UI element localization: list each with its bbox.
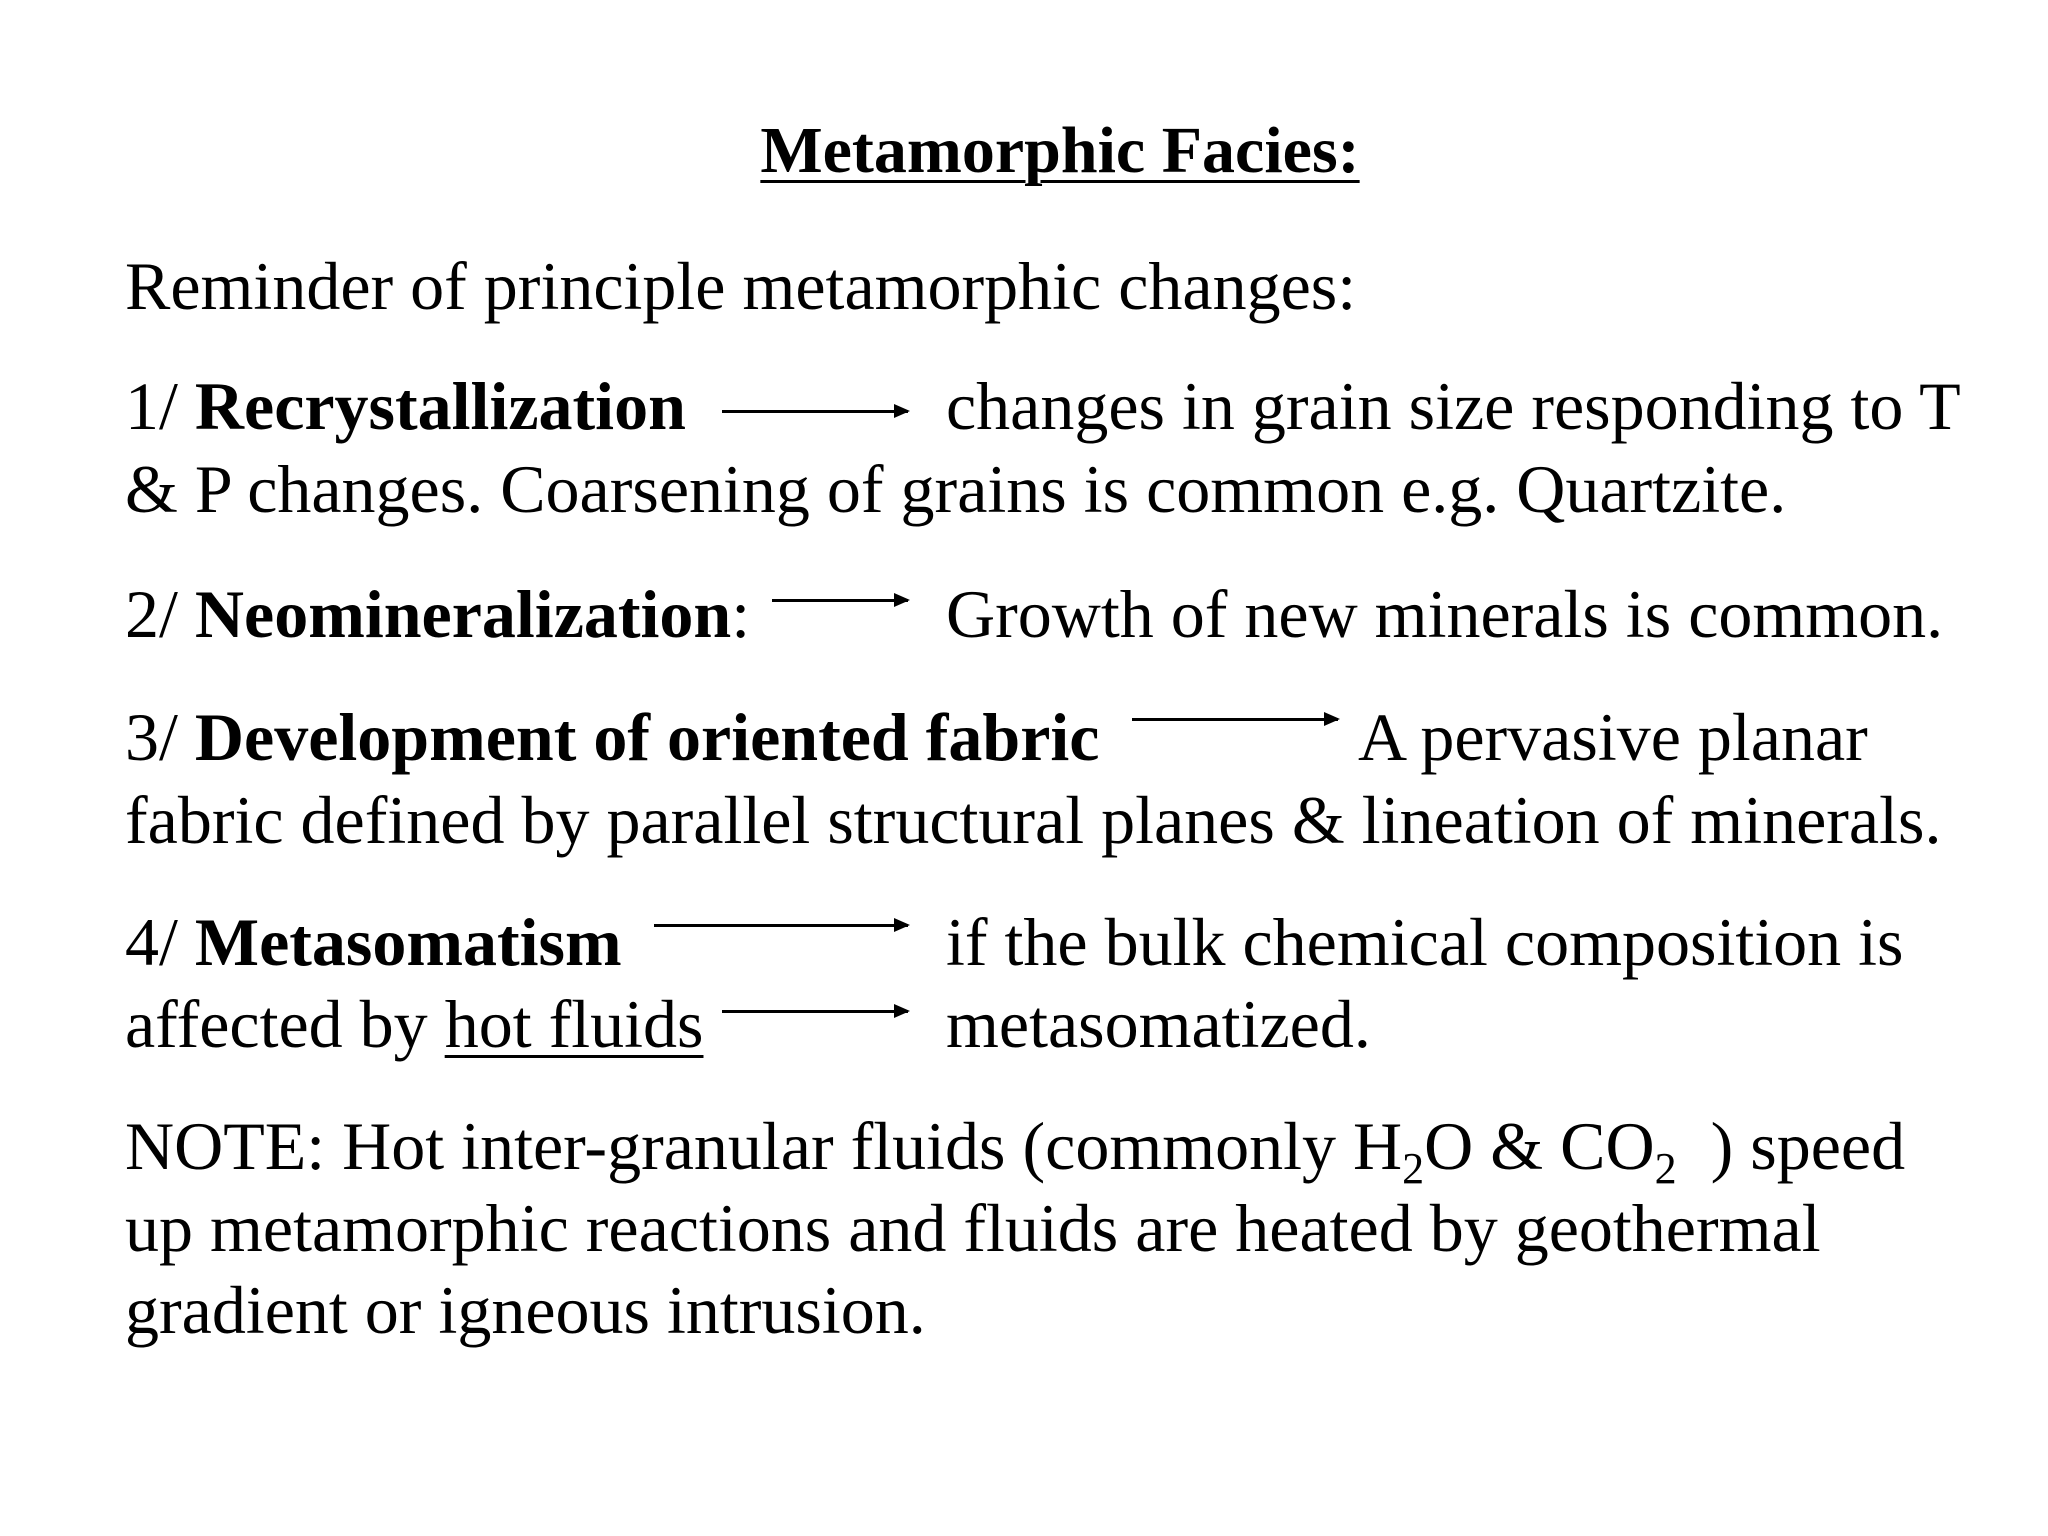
item-1-term: Recrystallization (194, 368, 686, 444)
note-text-c: ) speed (1676, 1108, 1906, 1184)
note-line-2: up metamorphic reactions and fluids are heated by geothermal (125, 1190, 1821, 1266)
item-4-term: Metasomatism (194, 904, 622, 980)
item-3-description: A pervasive planar (1358, 699, 1868, 775)
item-2-description: Growth of new minerals is common. (946, 576, 1944, 652)
note-subscript-co2: 2 (1654, 1144, 1677, 1193)
item-1-number: 1/ (125, 368, 195, 444)
slide-title (0, 114, 2048, 187)
right-arrow-icon (722, 410, 908, 413)
item-1-heading (125, 368, 686, 444)
item-4-line2-prefix: affected by (125, 986, 445, 1062)
right-arrow-icon (772, 599, 908, 602)
item-4-result: metasomatized. (946, 986, 1371, 1062)
item-3-number: 3/ (125, 699, 195, 775)
note-text-a: NOTE: Hot inter-granular fluids (commonly H (125, 1108, 1403, 1184)
intro-text: Reminder of principle metamorphic changes: (125, 248, 1357, 324)
item-1-description: changes in grain size responding to T (946, 368, 1961, 444)
note-subscript-h2o: 2 (1402, 1144, 1425, 1193)
item-2-term: Neomineralization (194, 576, 732, 652)
hot-fluids-text: hot fluids (444, 986, 704, 1062)
item-1-description-cont: & P changes. Coarsening of grains is common e.g. Quartzite. (125, 451, 1787, 527)
note-line-3: gradient or igneous intrusion. (125, 1272, 926, 1348)
right-arrow-icon (722, 1010, 908, 1013)
right-arrow-icon (654, 924, 908, 927)
item-4-heading (125, 904, 622, 980)
note-text-b: O & CO (1424, 1108, 1655, 1184)
item-4-line2 (125, 986, 704, 1062)
item-2-term-suffix: : (731, 576, 751, 652)
item-3-heading (125, 699, 1100, 775)
item-3-term: Development of oriented fabric (194, 699, 1100, 775)
note-line-1 (125, 1108, 1906, 1193)
right-arrow-icon (1132, 718, 1338, 721)
item-2-heading (125, 576, 751, 652)
item-3-description-cont: fabric defined by parallel structural planes & lineation of minerals. (125, 782, 1942, 858)
slide-title-text: Metamorphic Facies: (760, 114, 1360, 187)
item-4-number: 4/ (125, 904, 195, 980)
item-4-description: if the bulk chemical composition is (946, 904, 1904, 980)
item-2-number: 2/ (125, 576, 195, 652)
